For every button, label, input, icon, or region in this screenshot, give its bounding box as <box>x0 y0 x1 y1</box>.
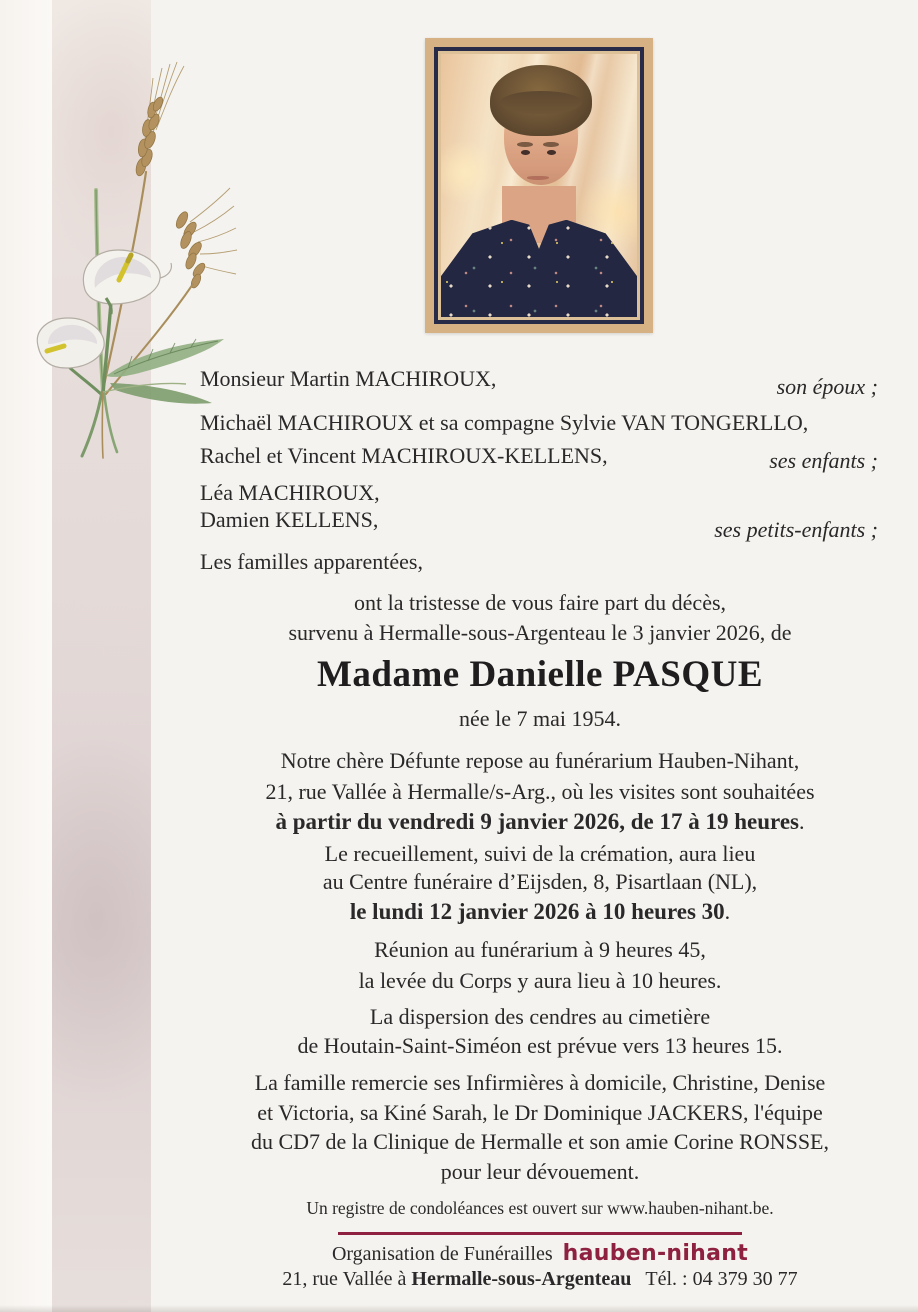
calla-lily-wheat-illustration <box>10 40 238 460</box>
husband-relation-label: son époux ; <box>776 374 878 399</box>
gathering-line-2: la levée du Corps y aura lieu à 10 heures. <box>358 968 722 993</box>
gathering-line-1: Réunion au funérarium à 9 heures 45, <box>374 937 706 962</box>
thanks-line-1: La famille remercie ses Infirmières à domicile, Christine, Denise <box>254 1070 826 1095</box>
ashes-line-2: de Houtain-Saint-Siméon est prévue vers 13 heures 15. <box>297 1033 783 1058</box>
announcement-line-1: ont la tristesse de vous faire part du décès, <box>353 590 727 615</box>
ceremony-line-2: au Centre funéraire d’Eijsden, 8, Pisartlaan (NL), <box>322 869 758 894</box>
visitation-line-1: Notre chère Défunte repose au funérarium Hauben-Nihant, <box>280 748 800 773</box>
related-families-line: Les familles apparentées, <box>200 549 423 574</box>
scan-edge-shadow <box>0 1305 918 1312</box>
funeral-home-brand: hauben-nihant <box>562 1241 749 1266</box>
funeral-home-line <box>120 1241 918 1266</box>
calla-lilies <box>37 250 171 368</box>
visitation-line-2: 21, rue Vallée à Hermalle/s-Arg., où les visites sont souhaitées <box>265 779 815 804</box>
children-relation-label: ses enfants ; <box>769 448 878 473</box>
visitation-dates-line: à partir du vendredi 9 janvier 2026, de 17 à 19 heures. <box>275 809 805 834</box>
organisation-label: Organisation de Funérailles <box>331 1243 553 1265</box>
footer-divider <box>338 1232 742 1235</box>
footer-address-bold: Hermalle-sous-Argenteau <box>411 1268 632 1290</box>
condolence-registry-line: Un registre de condoléances est ouvert sur www.hauben-nihant.be. <box>306 1198 774 1218</box>
photo-frame <box>425 38 653 333</box>
thanks-line-4: pour leur dévouement. <box>440 1159 640 1184</box>
photo-frame-inner-border <box>434 47 644 324</box>
birth-date-line: née le 7 mai 1954. <box>459 706 621 731</box>
portrait-photo <box>441 54 637 317</box>
stems <box>70 172 193 458</box>
ashes-line-1: La dispersion des cendres au cimetière <box>369 1004 711 1029</box>
thanks-line-3: du CD7 de la Clinique de Hermalle et son amie Corine RONSSE, <box>250 1129 829 1154</box>
husband-name-line: Monsieur Martin MACHIROUX, <box>200 366 497 391</box>
footer-phone: Tél. : 04 379 30 77 <box>645 1268 798 1290</box>
ceremony-line-1: Le recueillement, suivi de la crémation, aura lieu <box>324 841 756 866</box>
children-name-line-1: Michaël MACHIROUX et sa compagne Sylvie VAN TONGERLLO, <box>200 410 809 435</box>
footer-address-line: 21, rue Vallée à Hermalle-sous-Argenteau Tél. : 04 379 30 77 <box>282 1268 798 1290</box>
grandchildren-name-line-2: Damien KELLENS, <box>200 507 379 532</box>
deceased-name: Madame Danielle PASQUE <box>316 654 764 695</box>
announcement-line-2: survenu à Hermalle-sous-Argenteau le 3 janvier 2026, de <box>288 620 792 645</box>
children-name-line-2: Rachel et Vincent MACHIROUX-KELLENS, <box>200 443 608 468</box>
grandchildren-relation-label: ses petits-enfants ; <box>714 517 878 542</box>
thanks-line-2: et Victoria, sa Kiné Sarah, le Dr Dominique JACKERS, l'équipe <box>257 1100 823 1125</box>
ceremony-date-line: le lundi 12 janvier 2026 à 10 heures 30. <box>349 899 731 924</box>
grandchildren-name-line-1: Léa MACHIROUX, <box>200 480 380 505</box>
